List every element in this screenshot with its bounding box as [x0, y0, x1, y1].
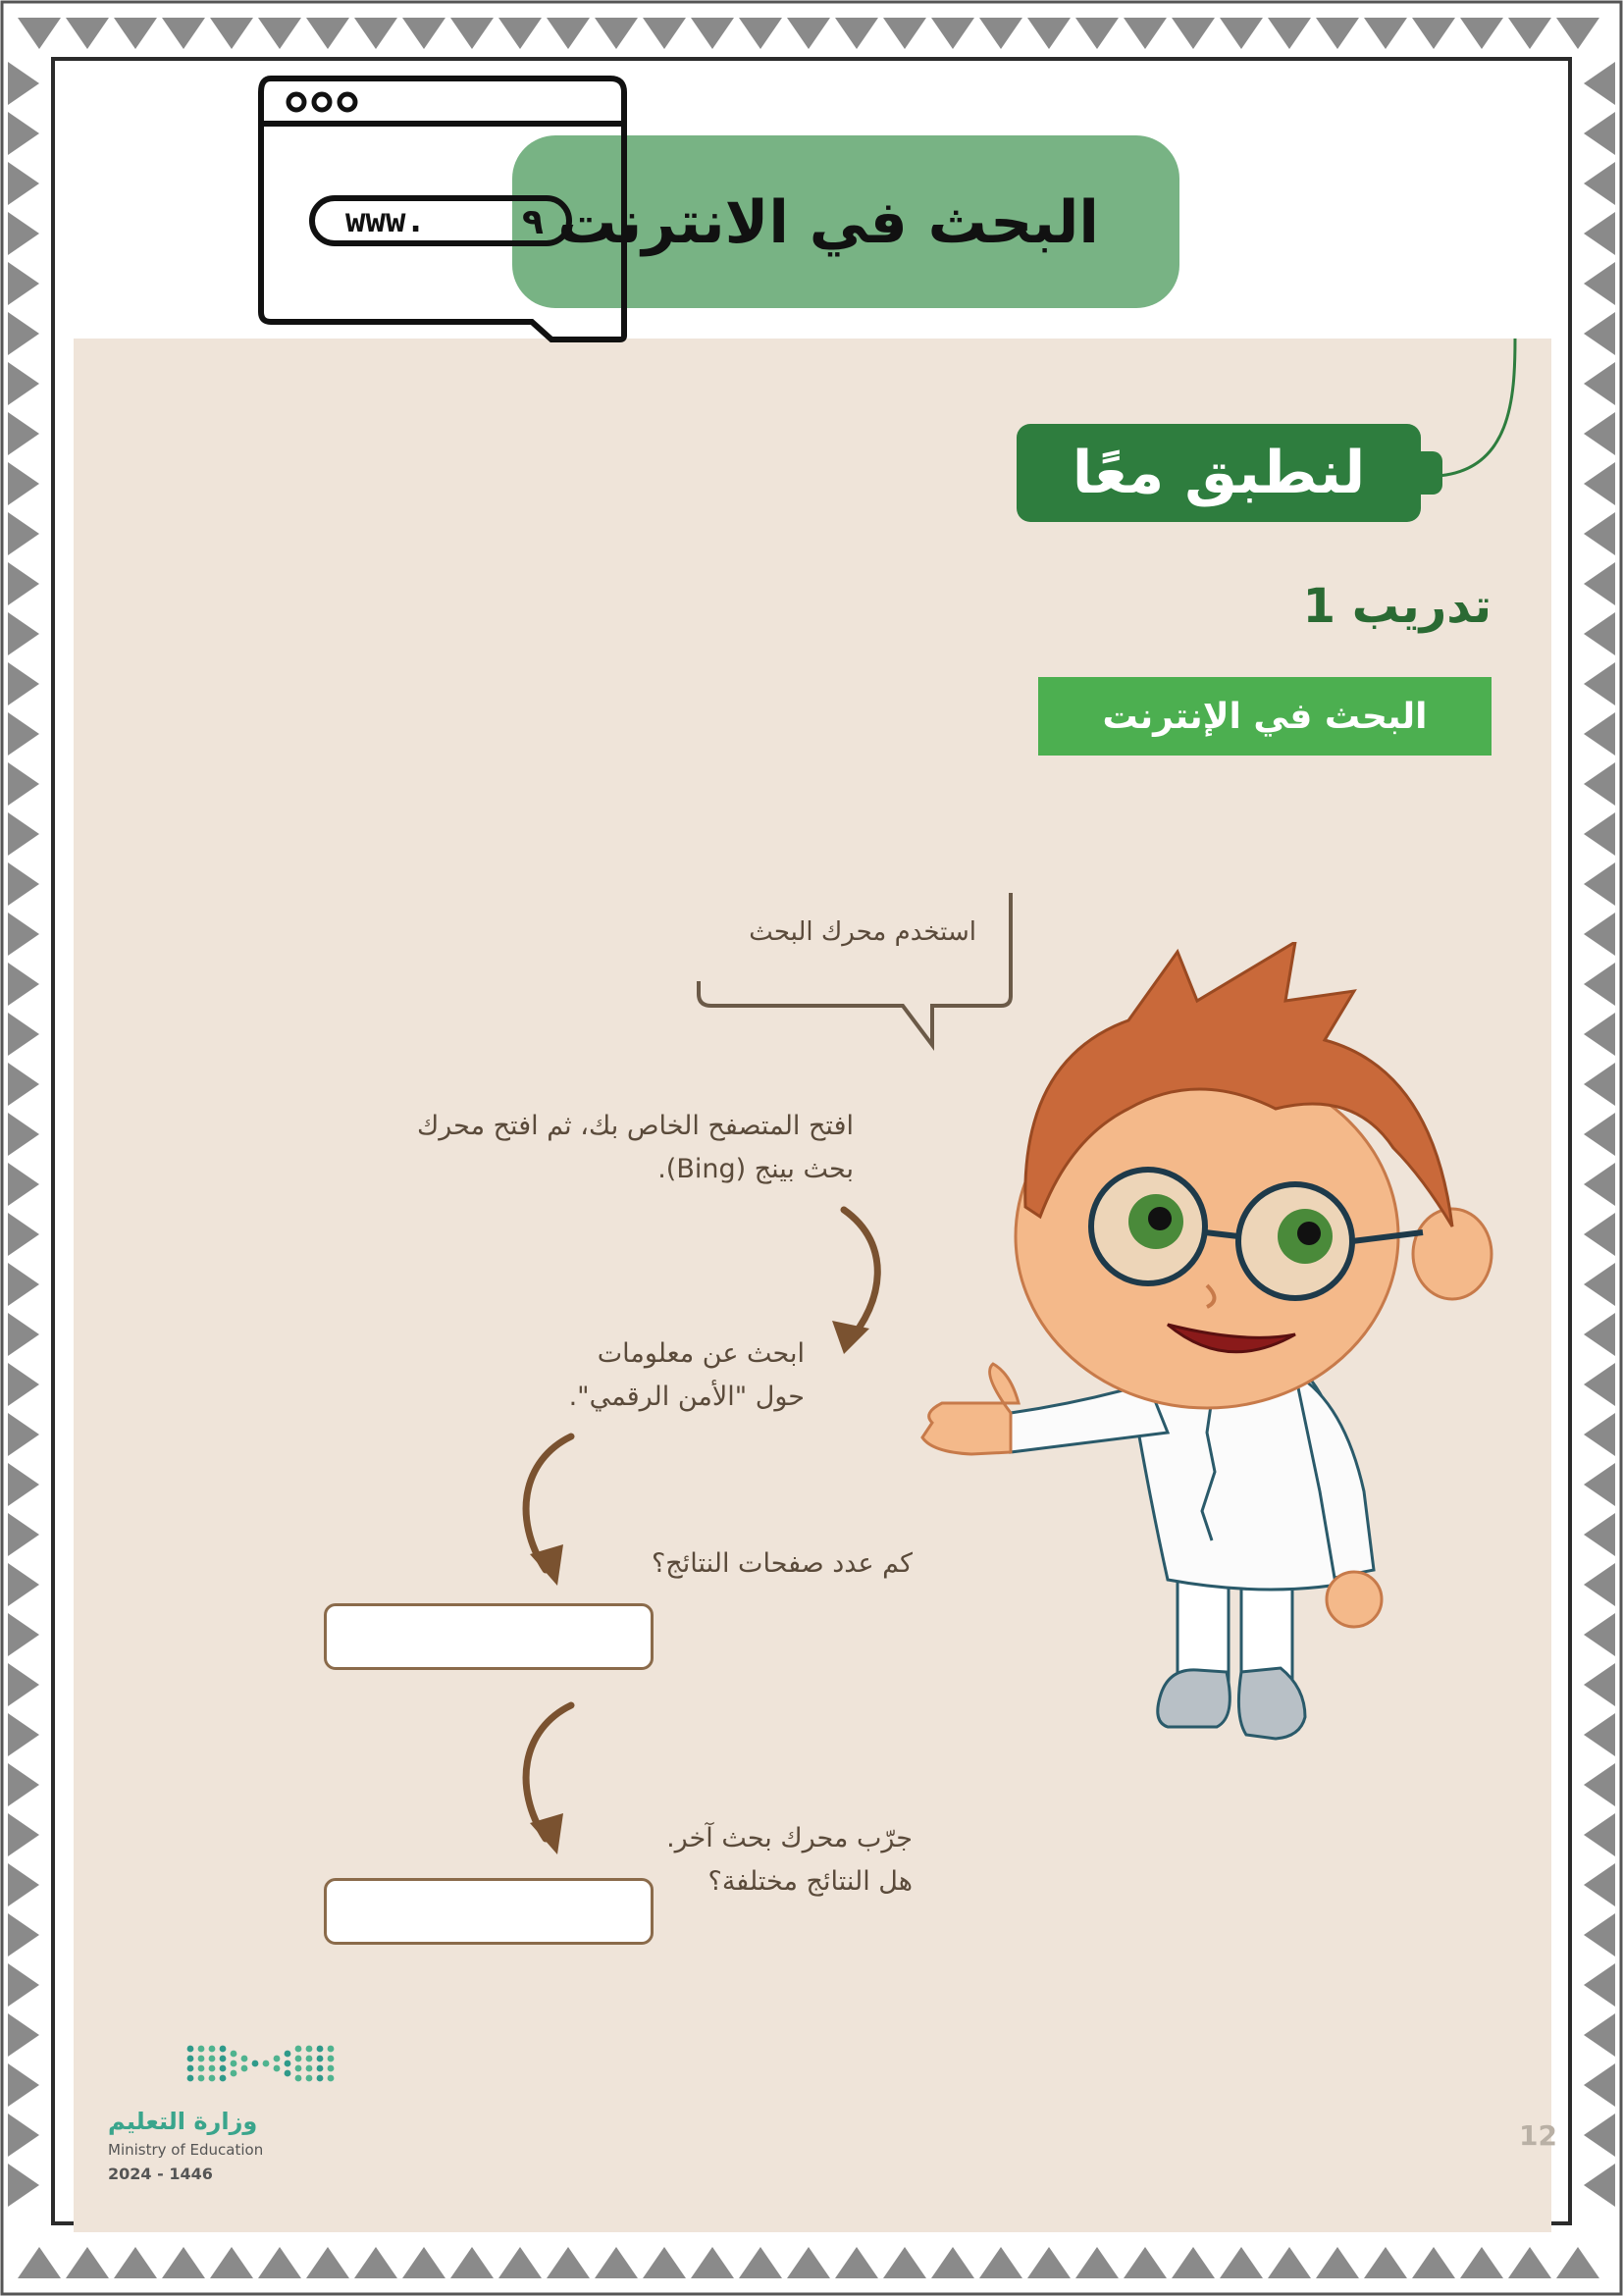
logo-dot	[231, 2051, 237, 2058]
logo-dot	[295, 2065, 302, 2072]
step-2-line-2: حول "الأمن الرقمي".	[568, 1382, 805, 1412]
logo-dot	[198, 2046, 205, 2053]
logo-dot	[231, 2070, 237, 2077]
logo-dot	[317, 2056, 324, 2062]
logo-dot	[306, 2065, 313, 2072]
page-number: 12	[1519, 2119, 1557, 2152]
logo-dot	[317, 2065, 324, 2072]
logo-dot	[231, 2061, 237, 2067]
logo-dot	[252, 2061, 259, 2067]
logo-dot	[209, 2046, 216, 2053]
logo-dot	[220, 2075, 227, 2082]
answer-box-compare[interactable]	[324, 1878, 654, 1945]
answer-box-page-count[interactable]	[324, 1603, 654, 1670]
logo-dot	[187, 2065, 194, 2072]
step-4-line-2: هل النتائج مختلفة؟	[707, 1866, 913, 1897]
logo-dot	[317, 2075, 324, 2082]
step-1-line-2: بحث بينج (Bing).	[657, 1154, 854, 1184]
logo-dot	[209, 2065, 216, 2072]
logo-dot	[187, 2075, 194, 2082]
logo-dot	[328, 2056, 335, 2062]
logo-dot	[328, 2065, 335, 2072]
ministry-logo-icon	[108, 2041, 353, 2106]
logo-dot	[317, 2046, 324, 2053]
logo-dot	[306, 2046, 313, 2053]
logo-dot	[220, 2056, 227, 2062]
logo-dot	[241, 2065, 248, 2072]
url-text: www.	[345, 201, 426, 240]
logo-dot	[220, 2065, 227, 2072]
browser-window-icon	[257, 75, 630, 349]
boy-character-illustration	[903, 942, 1531, 1825]
logo-dot	[295, 2075, 302, 2082]
ministry-name-arabic: وزارة التعليم	[108, 2108, 258, 2135]
step-3-line-1: كم عدد صفحات النتائج؟	[651, 1548, 913, 1579]
arrow-down-icon	[502, 1699, 581, 1856]
arrow-down-icon	[814, 1205, 893, 1362]
logo-dot	[328, 2046, 335, 2053]
logo-dot	[220, 2046, 227, 2053]
lets-apply-badge: لنطبق معًا	[1017, 424, 1421, 522]
logo-dot	[285, 2051, 291, 2058]
step-2	[510, 1332, 805, 1419]
logo-dot	[198, 2075, 205, 2082]
logo-dot	[295, 2046, 302, 2053]
logo-dot	[274, 2056, 281, 2062]
logo-dot	[209, 2075, 216, 2082]
page-title: البحث في الانترنت	[557, 188, 1099, 257]
step-4-line-1: جرّب محرك بحث آخر.	[666, 1823, 913, 1853]
ministry-name-english: Ministry of Education	[108, 2141, 264, 2159]
logo-dot	[198, 2065, 205, 2072]
logo-dot	[328, 2075, 335, 2082]
step-1	[383, 1105, 854, 1191]
logo-dot	[285, 2070, 291, 2077]
logo-dot	[263, 2061, 270, 2067]
step-3	[550, 1542, 913, 1586]
bubble-text: استخدم محرك البحث	[749, 917, 976, 947]
section-title-bar: البحث في الإنترنت	[1038, 677, 1492, 756]
logo-dot	[285, 2061, 291, 2067]
logo-dot	[274, 2065, 281, 2072]
logo-dot	[295, 2056, 302, 2062]
exercise-title: تدريب 1	[1302, 579, 1492, 634]
step-4	[608, 1817, 913, 1904]
logo-dot	[306, 2056, 313, 2062]
logo-dot	[187, 2056, 194, 2062]
search-glyph: ٩	[522, 202, 544, 242]
logo-dot	[209, 2056, 216, 2062]
logo-dot	[187, 2046, 194, 2053]
step-2-line-1: ابحث عن معلومات	[597, 1338, 805, 1369]
step-1-line-1: افتح المتصفح الخاص بك، ثم افتح محرك	[417, 1111, 854, 1141]
logo-dot	[306, 2075, 313, 2082]
logo-dot	[241, 2056, 248, 2062]
ministry-year: 2024 - 1446	[108, 2165, 213, 2183]
logo-dot	[198, 2056, 205, 2062]
